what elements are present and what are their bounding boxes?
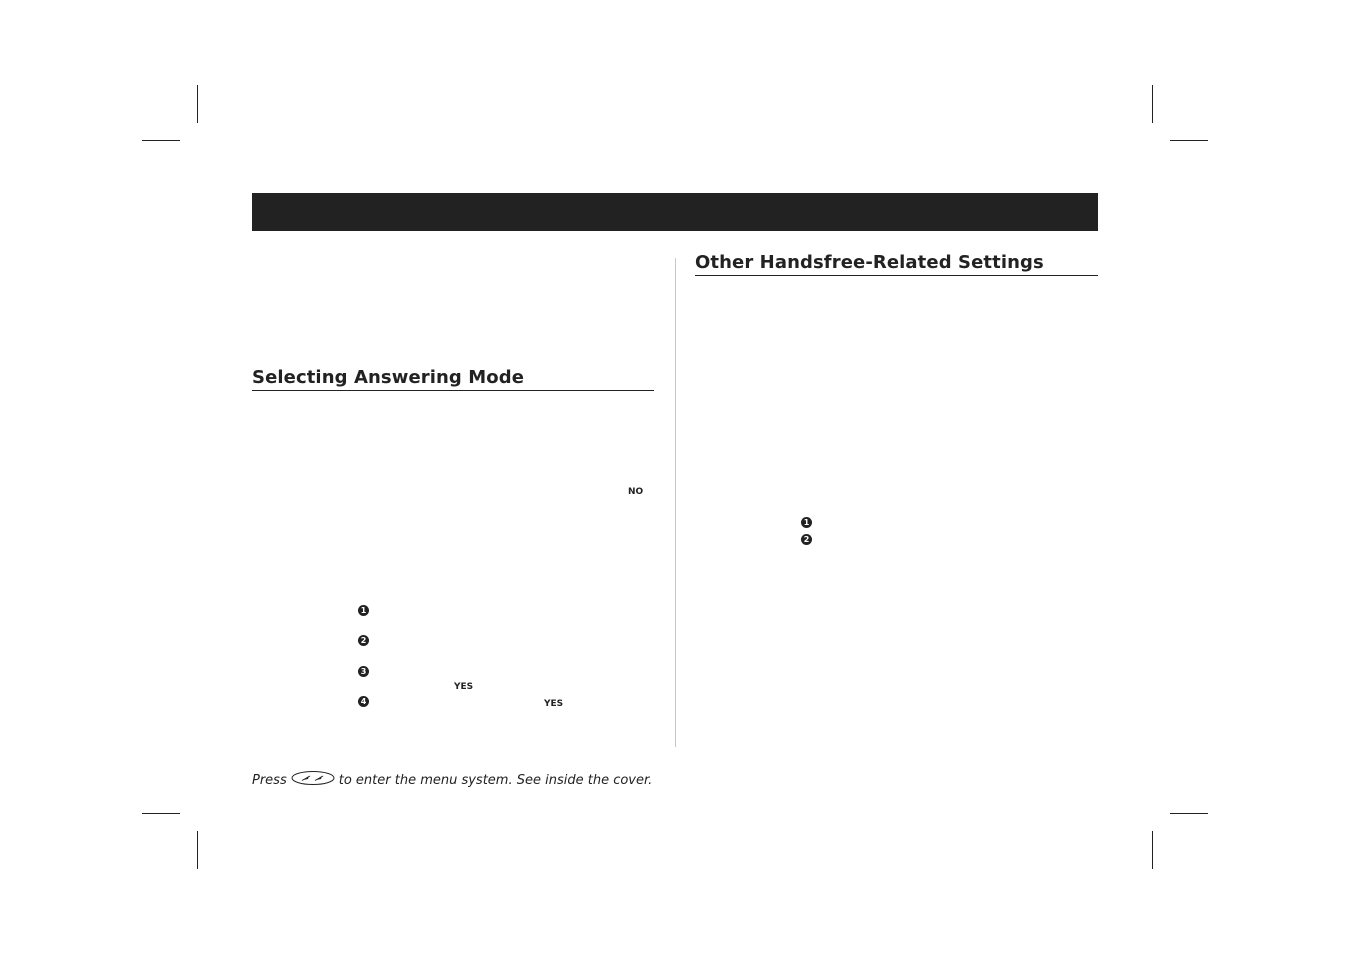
keyword-yes: YES — [454, 682, 474, 692]
footer-text-after-icon: to enter the menu system. See inside the cover. — [338, 772, 653, 788]
step-number-1: 1 — [801, 517, 812, 528]
step-number-2: 2 — [801, 534, 812, 545]
crop-mark-top-right-vertical — [1152, 85, 1153, 123]
menu-key-icon — [291, 770, 335, 791]
crop-mark-top-left-horizontal — [142, 140, 180, 141]
footer-text-before-icon: Press — [252, 772, 287, 788]
step-number-1: 1 — [358, 605, 369, 616]
crop-mark-top-right-horizontal — [1170, 140, 1208, 141]
crop-mark-top-left-vertical — [197, 85, 198, 123]
crop-mark-bottom-left-horizontal — [142, 813, 180, 814]
crop-mark-bottom-left-vertical — [197, 831, 198, 869]
keyword-yes: YES — [544, 699, 564, 709]
step-number-3: 3 — [358, 666, 369, 677]
footer-note — [252, 770, 652, 791]
crop-mark-bottom-right-vertical — [1152, 831, 1153, 869]
chapter-header-bar — [252, 193, 1098, 231]
crop-mark-bottom-right-horizontal — [1170, 813, 1208, 814]
column-divider — [675, 258, 676, 747]
step-number-2: 2 — [358, 635, 369, 646]
section-heading-selecting-answering-mode: Selecting Answering Mode — [252, 367, 654, 391]
section-heading-other-handsfree-settings: Other Handsfree-Related Settings — [695, 252, 1098, 276]
step-number-4: 4 — [358, 696, 369, 707]
keyword-no: NO — [628, 487, 644, 497]
